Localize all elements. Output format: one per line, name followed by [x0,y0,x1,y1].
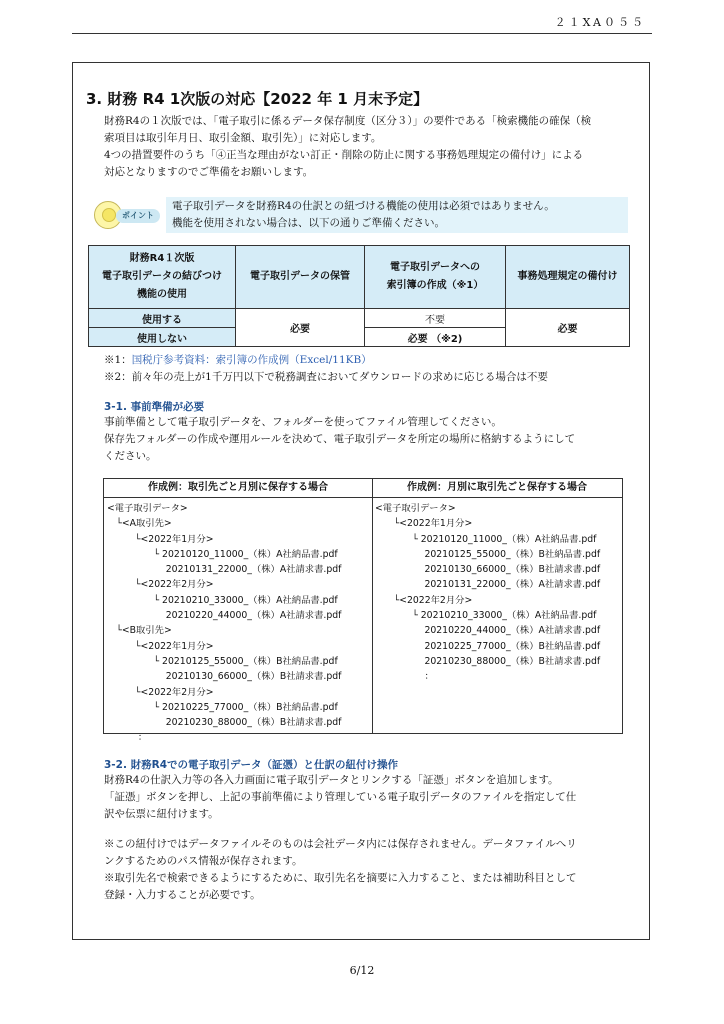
index-cell-use: 不要 [365,309,506,328]
intro-paragraph [104,113,634,181]
link-paragraph [104,772,634,823]
table-notes [104,352,548,386]
header-cell-usage: 財務R4１次版 電子取引データの結びつけ 機能の使用 [89,246,236,309]
section-title: 3. 財務 R4 1次版の対応【2022 年 1 月末予定】 [86,90,429,108]
prep-line: ください。 [104,450,157,462]
link-note-line: 登録・入力することが必要です。 [104,889,261,901]
subsection-title-prep: 3-1. 事前準備が必要 [104,401,205,413]
example-title: 作成例：月別に取引先ごと保存する場合 [372,479,622,498]
row-label-use: 使用する [89,309,236,328]
point-line: 機能を使用されない場合は、以下の通りご準備ください。 [172,217,445,229]
reference-link[interactable]: 国税庁参考資料：索引簿の作成例（Excel/11KB） [131,354,372,366]
intro-line: 索項目は取引年月日、取引金額、取引先）」に対応します。 [104,132,382,144]
header-cell-storage: 電子取引データの保管 [236,246,365,309]
rules-cell: 必要 [506,309,630,347]
link-notes [104,836,634,904]
index-cell-nouse: 必要 （※2) [365,328,506,347]
folder-tree: <電子取引データ> └<2022年1月分> └ 20210120_11000_（株）A社納品書.pdf 20210125_55000_（株）B社納品書.pdf 20210130_66000_（株）B社請求書.pdf 20210131_22000_（株）A社請求書.pdf └<2022年2月分> └ 20210210_33000_（株）A社納品書.pdf 20210220_44000_（株）A社請求書.pdf 20210225_77000_（株）B社納品書.pdf 20210230_88000_（株）B社請求書.pdf ： [375,503,601,683]
header-cell-index: 電子取引データへの 索引簿の作成（※1） [365,246,506,309]
link-line: 訳や伝票に紐付けます。 [104,808,219,820]
link-note-line: ンクするためのパス情報が保存されます。 [104,855,303,867]
folder-tree: <電子取引データ> └<A取引先> └<2022年1月分> └ 20210120_11000_（株）A社納品書.pdf 20210131_22000_（株）A社請求書.pdf └<2022年2月分> └ 20210210_33000_（株）A社納品書.pdf 20210220_44000_（株）A社請求書.pdf └<B取引先> └<2022年1月分> └ 20210125_55000_（株）B社納品書.pdf 20210130_66000_（株）B社請求書.pdf └<2022年2月分> └ 20210225_77000_（株）B社納品書.pdf 20210230_88000_（株）B社請求書.pdf ： [107,503,342,744]
note-2: ※2：前々年の売上が1千万円以下で税務調査においてダウンロードの求めに応じる場合は不要 [104,371,548,383]
prep-paragraph [104,414,634,465]
example-by-client [104,479,373,744]
header-rule [72,33,652,34]
prep-line: 事前準備として電子取引データを、フォルダーを使ってファイル管理してください。 [104,416,502,428]
note-1: ※1：国税庁参考資料：索引簿の作成例（Excel/11KB） [104,354,372,366]
link-note-line: ※この紐付けではデータファイルそのものは会社データ内には保存されません。データファイルへリ [104,838,577,850]
intro-line: 財務R4の１次版では、「電子取引に係るデータ保存制度（区分３）」の要件である「検索機能の確保（検 [104,115,592,127]
example-by-month [372,479,622,733]
link-line: 「証憑」ボタンを押し、上記の事前準備により管理している電子取引データのファイルを指定して仕 [104,791,577,803]
requirements-table [88,245,630,347]
intro-line: 4つの措置要件のうち「④正当な理由がない訂正・削除の防止に関する事務処理規定の備付け」による [104,149,584,161]
document-id: ２１XA０５５ [554,16,646,29]
point-text [166,197,628,233]
row-label-nouse: 使用しない [89,328,236,347]
point-line: 電子取引データを財務R4の仕訳との紐づける機能の使用は必須ではありません。 [172,200,555,212]
point-callout [94,197,632,235]
subsection-title-link: 3-2. 財務R4での電子取引データ（証憑）と仕訳の紐付け操作 [104,759,399,771]
example-title: 作成例：取引先ごと月別に保存する場合 [104,479,372,498]
storage-cell: 必要 [236,309,365,347]
link-note-line: ※取引先名で検索できるようにするために、取引先名を摘要に入力すること、または補助科目として [104,872,577,884]
point-label: ポイント [116,209,160,223]
intro-line: 対応となりますのでご準備をお願いします。 [104,166,314,178]
link-line: 財務R4の仕訳入力等の各入力画面に電子取引データとリンクする「証憑」ボタンを追加します。 [104,774,559,786]
header-cell-rules: 事務処理規定の備付け [506,246,630,309]
folder-examples-table [103,478,623,744]
prep-line: 保存先フォルダーの作成や運用ルールを決めて、電子取引データを所定の場所に格納するようにして [104,433,576,445]
page-number: 6/12 [349,964,375,977]
